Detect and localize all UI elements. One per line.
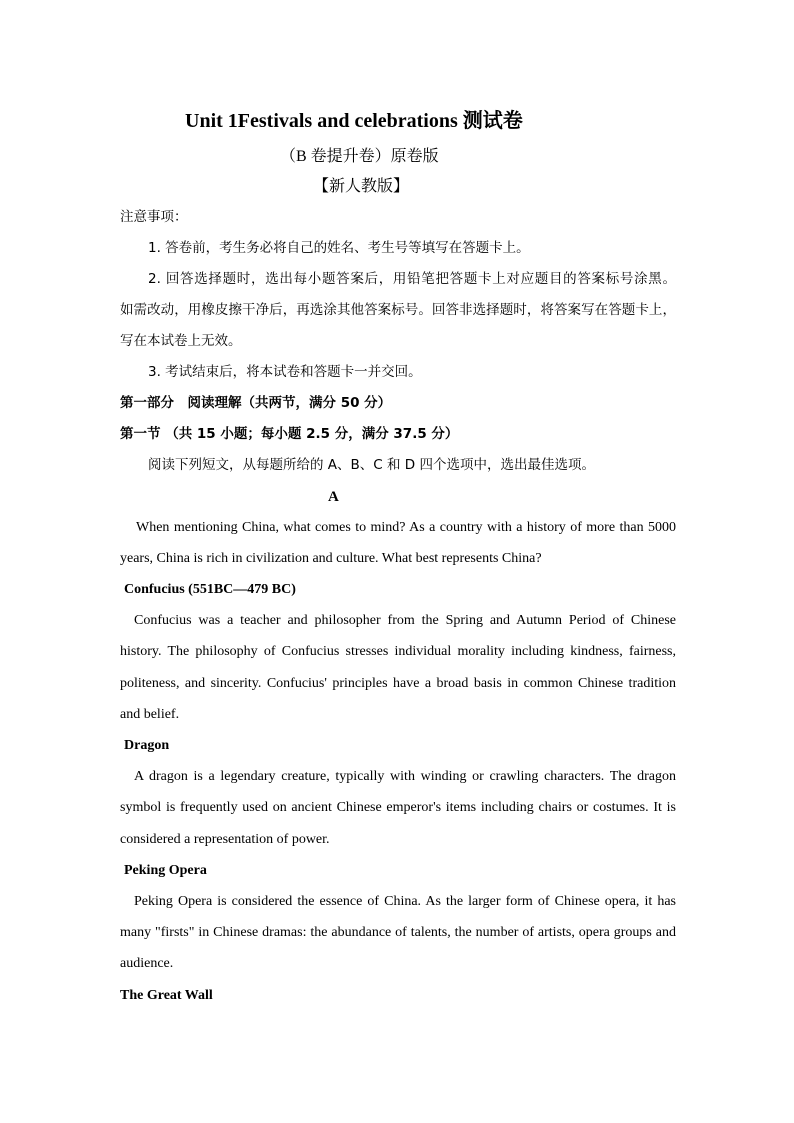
notice-item-1: 1. 答卷前，考生务必将自己的姓名、考生号等填写在答题卡上。 — [148, 240, 530, 256]
opera-line-1: Peking Opera is considered the essence of China. As the larger form of Chinese opera, it has — [134, 894, 676, 909]
opera-heading: Peking Opera — [124, 863, 207, 878]
dragon-line-1: A dragon is a legendary creature, typically with winding or crawling characters. The dragon — [134, 769, 676, 784]
dragon-heading: Dragon — [124, 738, 170, 753]
notice-item-2-line-1: 2. 回答选择题时，选出每小题答案后，用铅笔把答题卡上对应题目的答案标号涂黑。 — [148, 271, 676, 287]
section-1-heading: 第一节 （共 15 小题；每小题 2.5 分，满分 37.5 分） — [120, 426, 459, 442]
confucius-line-2: history. The philosophy of Confucius stresses individual morality including kindness, fairness, — [120, 644, 676, 659]
notice-heading: 注意事项： — [120, 209, 188, 225]
great-wall-heading: The Great Wall — [120, 988, 213, 1003]
intro-line-1: When mentioning China, what comes to mind? As a country with a history of more than 5000 — [136, 520, 676, 535]
intro-line-2: years, China is rich in civilization and culture. What best represents China? — [120, 551, 542, 566]
page-title: Unit 1Festivals and celebrations 测试卷 — [185, 110, 523, 132]
confucius-line-4: and belief. — [120, 707, 180, 722]
part-1-heading: 第一部分 阅读理解（共两节，满分 50 分） — [120, 395, 392, 411]
notice-item-2-line-3: 写在本试卷上无效。 — [120, 333, 242, 349]
notice-item-2-line-2: 如需改动，用橡皮擦干净后，再选涂其他答案标号。回答非选择题时，将答案写在答题卡上， — [120, 302, 676, 318]
page-subtitle: （B 卷提升卷）原卷版 — [280, 148, 439, 165]
passage-label: A — [328, 489, 339, 505]
confucius-line-3: politeness, and sincerity. Confucius' principles have a broad basis in common Chinese tradition — [120, 676, 676, 691]
dragon-line-2: symbol is frequently used on ancient Chinese emperor's items including chairs or costumes. It is — [120, 800, 676, 815]
edition-label: 【新人教版】 — [313, 178, 410, 195]
opera-line-3: audience. — [120, 956, 174, 971]
notice-item-3: 3. 考试结束后，将本试卷和答题卡一并交回。 — [148, 364, 422, 380]
opera-line-2: many "firsts" in Chinese dramas: the abundance of talents, the number of artists, opera groups and — [120, 925, 676, 940]
confucius-line-1: Confucius was a teacher and philosopher from the Spring and Autumn Period of Chinese — [134, 613, 676, 628]
confucius-heading: Confucius (551BC—479 BC) — [124, 582, 296, 597]
dragon-line-3: considered a representation of power. — [120, 832, 330, 847]
reading-instruction: 阅读下列短文，从每题所给的 A、B、C 和 D 四个选项中，选出最佳选项。 — [148, 457, 595, 473]
